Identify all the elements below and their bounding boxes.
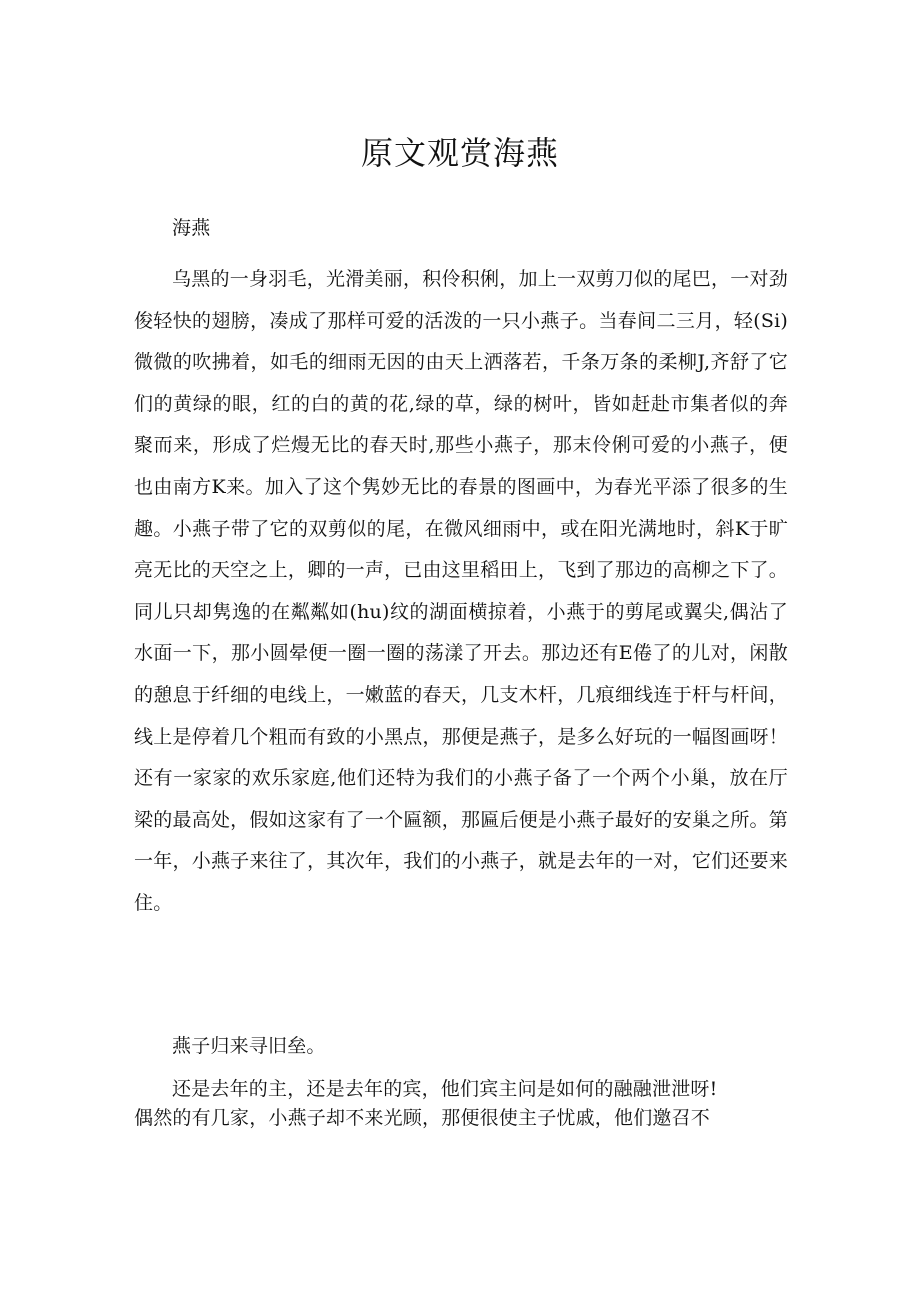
body-paragraph-last [134, 1075, 788, 1133]
body-paragraph-last-line-1: 还是去年的主，还是去年的宾，他们宾主问是如何的融融泄泄呀! [172, 1078, 718, 1100]
body-paragraph-last-line-2: 偶然的有几家，小燕子却不来光顾，那便很使主子忧戚，他们邀召不 [134, 1107, 711, 1129]
document-title: 原文观赏海燕 [360, 134, 559, 172]
subtitle-paragraph: 海燕 [172, 217, 211, 239]
body-paragraph-main: 乌黑的一身羽毛，光滑美丽，积伶积俐，加上一双剪刀似的尾巴，一对劲俊轻快的翅膀，凑成了那样可爱的活泼的一只小燕子。当春间二三月，轻(Si)微微的吹拂着，如毛的细雨无因的由天上洒落若，千条万条的柔柳J,齐舒了它们的黄绿的眼，红的白的黄的花,绿的草，绿的树叶，皆如赶赴市集者似的奔聚而来，形成了烂熳无比的春天时,那些小燕子，那末伶俐可爱的小燕子，便也由南方K来。加入了这个隽妙无比的春景的图画中，为春光平添了很多的生趣。小燕子带了它的双剪似的尾，在微风细雨中，或在阳光满地时，斜K于旷亮无比的天空之上，卿的一声，已由这里稻田上，飞到了那边的高柳之下了。同儿只却隽逸的在粼粼如(hu)纹的湖面横掠着，小燕于的剪尾或翼尖,偶沾了水面一下，那小圆晕便一圈一圈的荡漾了开去。那边还有E倦了的儿对，闲散的憩息于纤细的电线上，一嫩蓝的春天，几支木杆，几痕细线连于杆与杆间，线上是停着几个粗而有致的小黑点，那便是燕子，是多么好玩的一幅图画呀！还有一家家的欢乐家庭,他们还特为我们的小燕子备了一个两个小巢，放在厅梁的最高处，假如这家有了一个匾额，那匾后便是小燕子最好的安巢之所。第一年，小燕子来往了，其次年，我们的小燕子，就是去年的一对，它们还要来住。 [134, 268, 788, 914]
body-paragraph-quote: 燕子归来寻旧垒。 [172, 1035, 326, 1057]
